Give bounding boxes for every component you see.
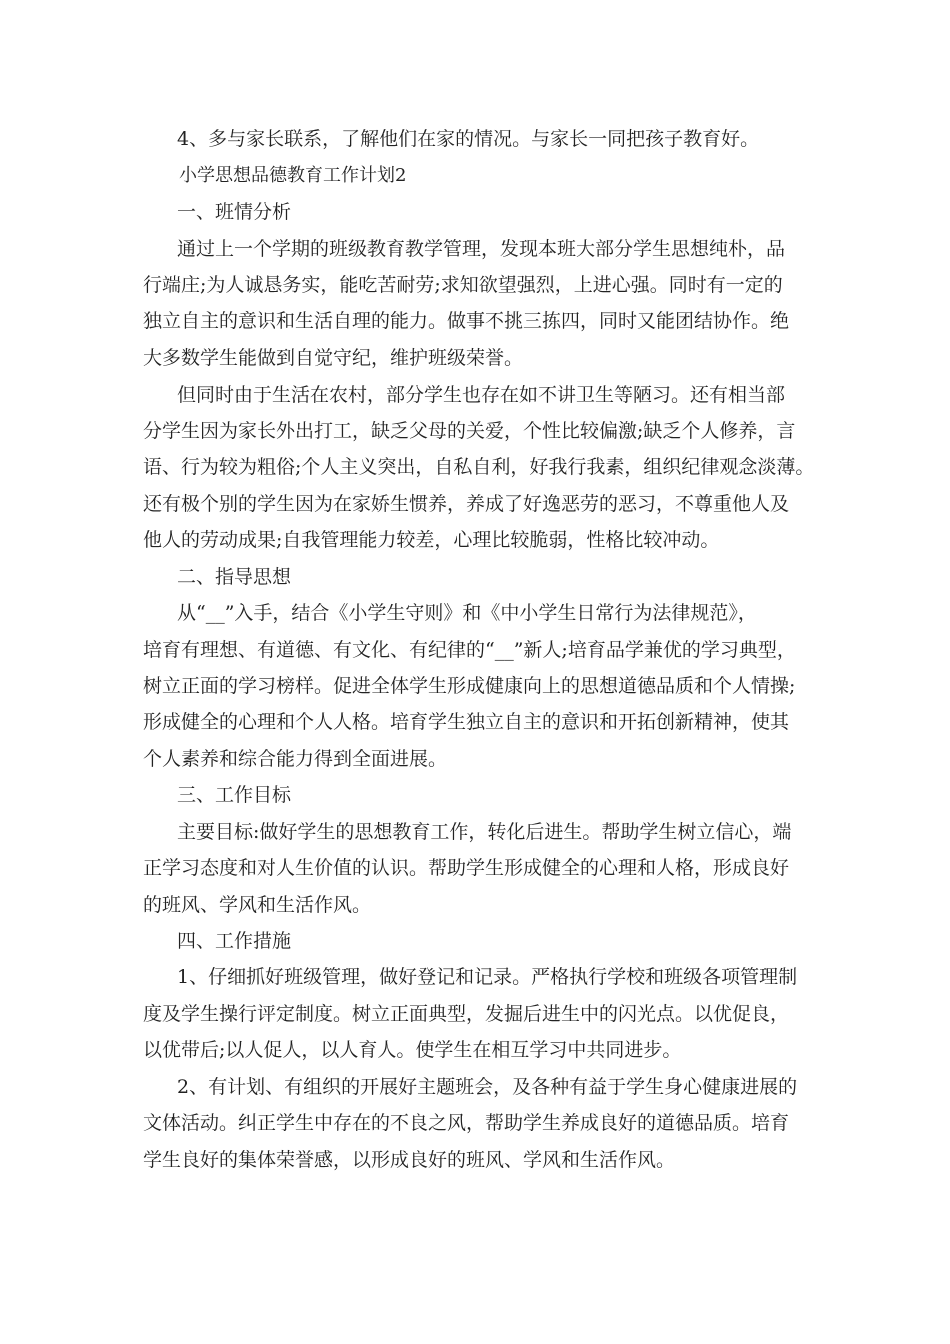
text-line: 语、行为较为粗俗;个人主义突出，自私自利，好我行我素，组织纪律观念淡薄。 (143, 456, 815, 478)
text-line: 学生良好的集体荣誉感，以形成良好的班风、学风和生活作风。 (143, 1149, 676, 1171)
text-line: 4、多与家长联系，了解他们在家的情况。与家长一同把孩子教育好。 (177, 128, 760, 150)
text-line: 树立正面的学习榜样。促进全体学生形成健康向上的思想道德品质和个人情操; (143, 675, 796, 697)
text-line: 还有极个别的学生因为在家娇生惯养，养成了好逸恶劳的恶习，不尊重他人及 (143, 493, 790, 515)
section-heading: 三、工作目标 (177, 784, 292, 806)
section-title: 小学思想品德教育工作计划2 (179, 165, 407, 186)
text-line: 文体活动。纠正学生中存在的不良之风，帮助学生养成良好的道德品质。培育 (143, 1112, 790, 1134)
text-line: 形成健全的心理和个人人格。培育学生独立自主的意识和开拓创新精神，使其 (143, 711, 790, 733)
text-line: 分学生因为家长外出打工，缺乏父母的关爱，个性比较偏激;缺乏个人修养，言 (143, 420, 796, 442)
text-line: 度及学生操行评定制度。树立正面典型，发掘后进生中的闪光点。以优促良， (143, 1003, 790, 1025)
text-line: 培育有理想、有道德、有文化、有纪律的“__”新人;培育品学兼优的学习典型， (143, 639, 796, 661)
text-line: 正学习态度和对人生价值的认识。帮助学生形成健全的心理和人格，形成良好 (143, 857, 790, 879)
text-line: 大多数学生能做到自觉守纪，维护班级荣誉。 (143, 347, 524, 369)
text-line: 独立自主的意识和生活自理的能力。做事不挑三拣四，同时又能团结协作。绝 (143, 310, 790, 332)
text-line: 的班风、学风和生活作风。 (143, 894, 372, 916)
text-line: 个人素养和综合能力得到全面进展。 (143, 748, 448, 770)
text-line: 通过上一个学期的班级教育教学管理，发现本班大部分学生思想纯朴，品 (177, 238, 786, 260)
section-heading: 二、指导思想 (177, 566, 292, 588)
text-line: 主要目标:做好学生的思想教育工作，转化后进生。帮助学生树立信心，端 (177, 821, 792, 843)
text-line: 但同时由于生活在农村，部分学生也存在如不讲卫生等陋习。还有相当部 (177, 384, 786, 406)
text-line: 1、仔细抓好班级管理，做好登记和记录。严格执行学校和班级各项管理制 (177, 966, 798, 988)
text-line: 2、有计划、有组织的开展好主题班会，及各种有益于学生身心健康进展的 (177, 1076, 798, 1098)
section-heading: 一、班情分析 (177, 201, 292, 223)
text-line: 从“__”入手，结合《小学生守则》和《中小学生日常行为法律规范》， (177, 602, 757, 624)
section-heading: 四、工作措施 (177, 930, 292, 952)
text-line: 行端庄;为人诚恳务实，能吃苦耐劳;求知欲望强烈，上进心强。同时有一定的 (143, 274, 783, 296)
text-line: 以优带后;以人促人，以人育人。使学生在相互学习中共同进步。 (143, 1039, 682, 1061)
text-line: 他人的劳动成果;自我管理能力较差，心理比较脆弱，性格比较冲动。 (143, 529, 720, 551)
